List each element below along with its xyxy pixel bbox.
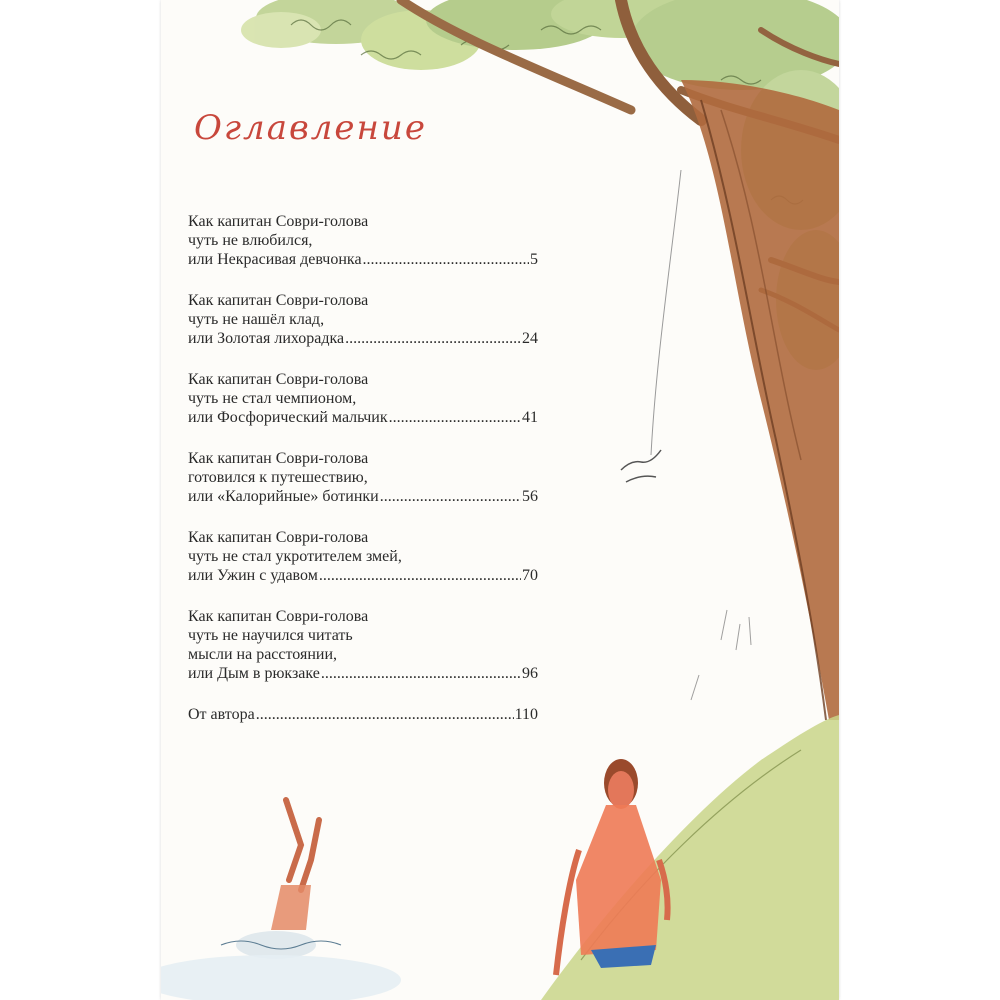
toc-entry-title: или «Калорийные» ботинки (188, 488, 379, 505)
toc-entry-line: Как капитан Соври-голова (188, 608, 369, 625)
toc-entry-line: мысли на расстоянии, (188, 646, 338, 663)
toc-page-number: 5 (530, 251, 538, 268)
toc-entry-line: чуть не научился читать (188, 627, 353, 644)
toc-entry-last-line (188, 329, 538, 348)
toc-entry-title: или Ужин с удавом (188, 567, 318, 584)
diver-figure (221, 800, 341, 959)
toc-entry-title: или Фосфорический мальчик (188, 409, 388, 426)
toc-entry-last-line (188, 664, 538, 683)
toc-entry-last-line (188, 705, 538, 724)
toc-entry[interactable] (188, 291, 538, 348)
toc-entry[interactable] (188, 449, 538, 506)
toc-entry[interactable] (188, 607, 538, 683)
toc-page-number: 24 (522, 330, 538, 347)
toc-page-number: 70 (522, 567, 538, 584)
toc-list (188, 212, 538, 746)
toc-dot-leader (345, 329, 521, 348)
toc-entry-title: или Некрасивая девчонка (188, 251, 362, 268)
toc-entry-title: или Золотая лихорадка (188, 330, 345, 347)
toc-entry-title: или Дым в рюкзаке (188, 665, 320, 682)
toc-entry-line: чуть не стал укротителем змей, (188, 548, 402, 565)
toc-page-number: 96 (522, 665, 538, 682)
toc-entry-line: Как капитан Соври-голова (188, 529, 369, 546)
toc-entry-last-line (188, 487, 538, 506)
swing-rope (651, 170, 681, 455)
toc-title: Оглавление (194, 108, 427, 148)
toc-entry-line: чуть не стал чемпионом, (188, 390, 357, 407)
toc-entry-line: Как капитан Соври-голова (188, 450, 369, 467)
toc-dot-leader (389, 408, 521, 427)
water (161, 955, 401, 1000)
toc-entry-line: Как капитан Соври-голова (188, 213, 369, 230)
book-page (161, 0, 839, 1000)
toc-entry-last-line (188, 250, 538, 269)
toc-dot-leader (319, 566, 521, 585)
toc-dot-leader (380, 487, 521, 506)
toc-page-number: 41 (522, 409, 538, 426)
toc-entry[interactable] (188, 705, 538, 724)
boy-figure (556, 759, 668, 975)
toc-dot-leader (256, 705, 514, 724)
toc-page-number: 56 (522, 488, 538, 505)
toc-entry[interactable] (188, 212, 538, 269)
toc-entry-line: готовился к путешествию, (188, 469, 368, 486)
toc-entry-title: От автора (188, 706, 255, 723)
toc-dot-leader (321, 664, 521, 683)
toc-entry-last-line (188, 408, 538, 427)
toc-entry-last-line (188, 566, 538, 585)
toc-page-number: 110 (514, 706, 538, 723)
toc-dot-leader (363, 250, 529, 269)
toc-entry-line: Как капитан Соври-голова (188, 292, 369, 309)
toc-entry[interactable] (188, 370, 538, 427)
toc-entry[interactable] (188, 528, 538, 585)
toc-entry-line: чуть не влюбился, (188, 232, 313, 249)
toc-entry-line: Как капитан Соври-голова (188, 371, 369, 388)
tree-trunk (681, 80, 839, 720)
toc-entry-line: чуть не нашёл клад, (188, 311, 325, 328)
